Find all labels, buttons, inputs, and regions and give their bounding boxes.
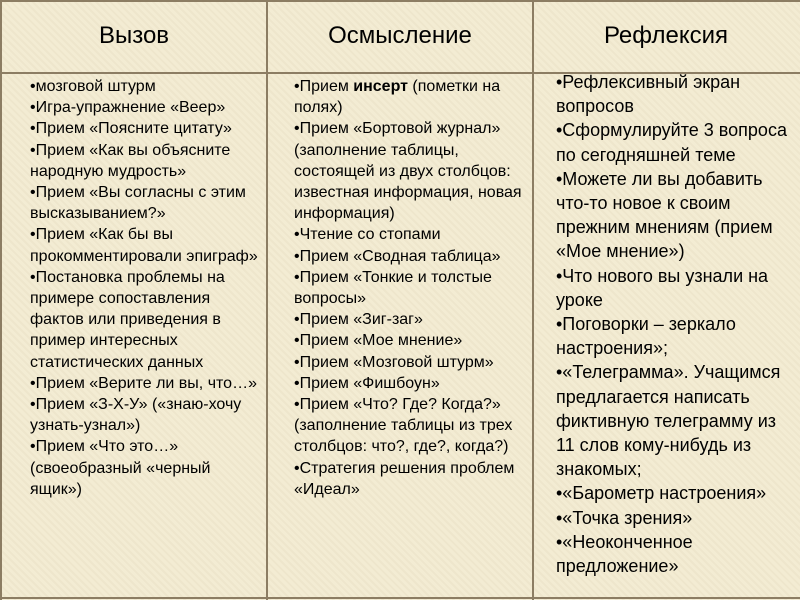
list-item: •«Неоконченное предложение»: [556, 531, 693, 577]
list-item: •Можете ли вы добавить что-то новое к своим прежним мнениям (прием «Мое мнение»): [556, 168, 773, 262]
list-item: •Игра-упражнение «Веер»: [30, 99, 226, 117]
list-item: •Прием «Поясните цитату»: [30, 120, 232, 138]
list-item: [294, 76, 528, 118]
challenge-list: [30, 76, 262, 500]
table-border-bottom: [0, 597, 800, 599]
header-reflection: Рефлексия: [603, 22, 729, 49]
header-comprehension: Осмысление: [328, 22, 472, 49]
list-item: •Прием «Мое мнение»: [294, 332, 463, 350]
insert-suffix: (пометки на полях): [294, 78, 501, 117]
list-item: •Чтение со стопами: [294, 226, 441, 244]
list-item: •мозговой штурм: [30, 78, 156, 95]
list-item: •Стратегия решения проблем «Идеал»: [294, 459, 515, 498]
list-item: •Прием «Что это…» (своеобразный «черный ящик»): [30, 438, 211, 498]
list-item: •«Телеграмма». Учащимся предлагается написать фиктивную телеграмму из 11 слов кому-нибудь из знакомых;: [556, 362, 781, 480]
list-item: •«Точка зрения»: [556, 507, 693, 528]
list-item: •Сформулируйте 3 вопроса по сегодняшней теме: [556, 120, 787, 165]
list-item: •Прием «Как бы вы прокомментировали эпиграф»: [30, 226, 258, 265]
list-item: •Прием «Фишбоун»: [294, 374, 440, 392]
list-item: •Прием «Тонкие и толстые вопросы»: [294, 268, 492, 308]
list-item: •Прием «З-Х-У» («знаю-хочу узнать-узнал»): [30, 396, 242, 435]
insert-prefix: •Прием: [294, 78, 354, 95]
list-item: •Прием «Сводная таблица»: [294, 247, 501, 265]
list-item: •Прием «Верите ли вы, что…»: [30, 374, 257, 392]
column-divider-1: [266, 0, 268, 600]
column-divider-2: [532, 0, 534, 600]
list-item: •«Барометр настроения»: [556, 483, 767, 504]
list-item: •Постановка проблемы на примере сопоставления фактов или приведения в пример интересных статистических данных: [30, 268, 225, 371]
list-item: •Прием «Зиг-заг»: [294, 311, 423, 329]
list-item: •Поговорки – зеркало настроения»;: [556, 314, 736, 359]
list-item: •Прием «Мозговой штурм»: [294, 353, 494, 371]
list-item: •Прием «Как вы объясните народную мудрость»: [30, 141, 231, 180]
reflection-list: [556, 70, 796, 578]
list-item: •Рефлексивный экран вопросов: [556, 72, 741, 117]
list-item: •Прием «Бортовой журнал» (заполнение таблицы, состоящей из двух столбцов: известная информация, новая информация): [294, 120, 522, 223]
list-item: •Прием «Что? Где? Когда?» (заполнение таблицы из трех столбцов: что?, где?, когда?): [294, 396, 513, 456]
list-item: •Прием «Вы согласны с этим высказыванием?»: [30, 184, 246, 223]
header-challenge: Вызов: [98, 22, 170, 49]
table-border-left: [0, 0, 2, 600]
list-item: •Что нового вы узнали на уроке: [556, 265, 769, 310]
insert-term: инсерт: [353, 78, 408, 95]
comprehension-list: [294, 76, 528, 500]
